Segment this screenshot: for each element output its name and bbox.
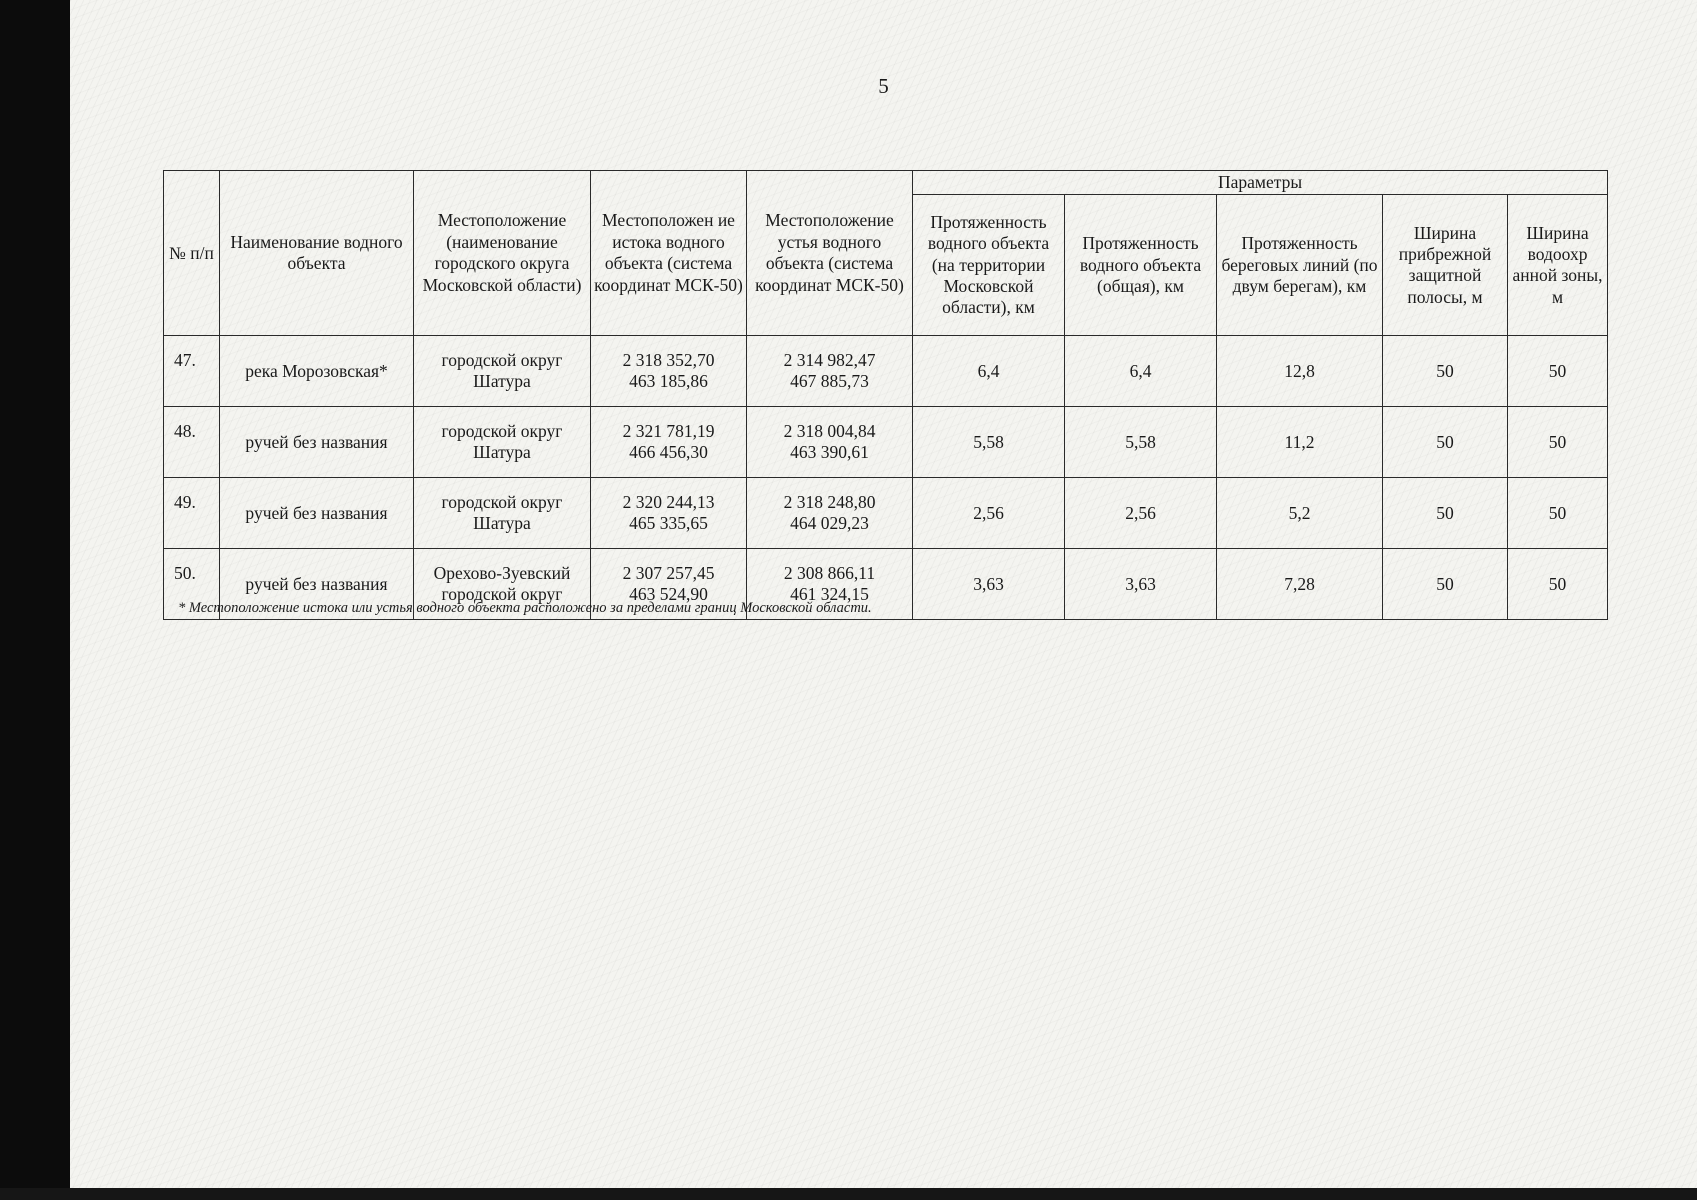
row-location <box>414 478 591 549</box>
row-coastal-strip: 50 <box>1383 478 1508 549</box>
table-row <box>164 407 1608 478</box>
row-source <box>591 407 747 478</box>
row-length-total: 3,63 <box>1065 549 1217 620</box>
header-protection-zone: Ширина водоохр анной зоны, м <box>1508 195 1608 336</box>
row-coastal-strip: 50 <box>1383 407 1508 478</box>
row-source-y: 463 524,90 <box>629 584 708 605</box>
row-source <box>591 336 747 407</box>
row-length-region: 3,63 <box>913 549 1065 620</box>
header-name: Наименование водного объекта <box>220 171 414 336</box>
row-location <box>414 407 591 478</box>
scan-left-margin <box>0 0 70 1200</box>
row-num: 49. <box>164 478 220 549</box>
row-protection-zone: 50 <box>1508 549 1608 620</box>
row-source-x: 2 320 244,13 <box>622 492 715 512</box>
water-objects-table <box>163 170 1608 620</box>
row-location-line1: Орехово-Зуевский <box>433 563 571 583</box>
row-location-line1: городской округ <box>441 492 563 512</box>
row-length-total: 2,56 <box>1065 478 1217 549</box>
row-length-total: 5,58 <box>1065 407 1217 478</box>
document-page <box>70 0 1697 1188</box>
row-location-line2: Шатура <box>473 442 531 463</box>
row-mouth-y: 464 029,23 <box>790 513 869 534</box>
row-mouth <box>747 407 913 478</box>
row-name: река Морозовская* <box>220 336 414 407</box>
row-length-region: 5,58 <box>913 407 1065 478</box>
row-protection-zone: 50 <box>1508 478 1608 549</box>
row-mouth <box>747 336 913 407</box>
row-location-line2: Шатура <box>473 371 531 392</box>
row-protection-zone: 50 <box>1508 336 1608 407</box>
row-location-line1: городской округ <box>441 350 563 370</box>
table-row <box>164 336 1608 407</box>
row-mouth-x: 2 308 866,11 <box>783 563 876 583</box>
header-shoreline: Протяженность береговых линий (по двум берегам), км <box>1217 195 1383 336</box>
row-shoreline: 12,8 <box>1217 336 1383 407</box>
row-mouth-y: 467 885,73 <box>790 371 869 392</box>
row-protection-zone: 50 <box>1508 407 1608 478</box>
row-coastal-strip: 50 <box>1383 549 1508 620</box>
header-location: Местоположение (наименование городского округа Московской области) <box>414 171 591 336</box>
row-source-y: 466 456,30 <box>629 442 708 463</box>
row-mouth-x: 2 318 004,84 <box>783 421 876 441</box>
row-name: ручей без названия <box>220 407 414 478</box>
row-mouth-x: 2 318 248,80 <box>783 492 876 512</box>
row-name: ручей без названия <box>220 478 414 549</box>
footnote: * Местоположение истока или устья водного объекта расположено за пределами границ Московской области. <box>178 600 872 616</box>
row-location-line1: городской округ <box>441 421 563 441</box>
row-source-y: 465 335,65 <box>629 513 708 534</box>
row-source <box>591 478 747 549</box>
row-length-total: 6,4 <box>1065 336 1217 407</box>
row-coastal-strip: 50 <box>1383 336 1508 407</box>
row-location-line2: городской округ <box>441 584 563 605</box>
row-source-x: 2 318 352,70 <box>622 350 715 370</box>
header-num: № п/п <box>164 171 220 336</box>
row-length-region: 2,56 <box>913 478 1065 549</box>
row-mouth-y: 463 390,61 <box>790 442 869 463</box>
row-num: 47. <box>164 336 220 407</box>
scan-bottom-margin <box>0 1188 1697 1200</box>
row-shoreline: 7,28 <box>1217 549 1383 620</box>
row-shoreline: 5,2 <box>1217 478 1383 549</box>
header-row-1 <box>164 171 1608 195</box>
header-length-total: Протяженность водного объекта (общая), км <box>1065 195 1217 336</box>
row-source-x: 2 321 781,19 <box>622 421 715 441</box>
header-coastal-strip: Ширина прибрежной защитной полосы, м <box>1383 195 1508 336</box>
row-mouth-x: 2 314 982,47 <box>783 350 876 370</box>
row-name: ручей без названия <box>220 549 414 620</box>
row-shoreline: 11,2 <box>1217 407 1383 478</box>
row-source-x: 2 307 257,45 <box>622 563 715 583</box>
header-mouth: Местоположение устья водного объекта (система координат МСК-50) <box>747 171 913 336</box>
row-mouth-y: 461 324,15 <box>790 584 869 605</box>
row-location <box>414 336 591 407</box>
row-mouth <box>747 478 913 549</box>
row-num: 48. <box>164 407 220 478</box>
row-location-line2: Шатура <box>473 513 531 534</box>
header-parameters: Параметры <box>913 171 1608 195</box>
page-number: 5 <box>878 74 889 98</box>
row-num: 50. <box>164 549 220 620</box>
row-length-region: 6,4 <box>913 336 1065 407</box>
row-source-y: 463 185,86 <box>629 371 708 392</box>
table-row <box>164 478 1608 549</box>
header-source: Местоположен ие истока водного объекта (система координат МСК-50) <box>591 171 747 336</box>
header-length-region: Протяженность водного объекта (на территории Московской области), км <box>913 195 1065 336</box>
